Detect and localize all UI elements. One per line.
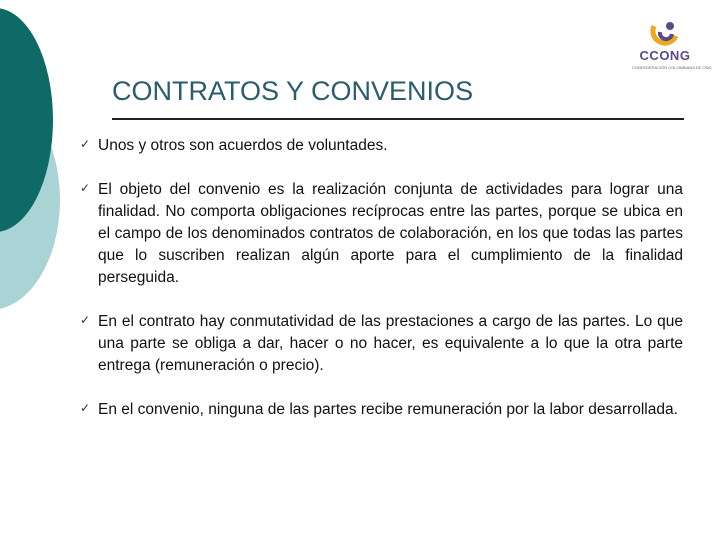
- ccong-logo: [632, 18, 712, 78]
- bullet-text: En el contrato hay conmutatividad de las prestaciones a cargo de las partes. Lo que una parte se obliga a dar, hacer o no hacer, es equivalente a lo que la otra parte entrega (remuneración o precio).: [98, 313, 683, 374]
- check-mark-icon: ✓: [80, 313, 91, 327]
- check-mark-icon: ✓: [80, 137, 91, 151]
- bullet-text: En el convenio, ninguna de las partes recibe remuneración por la labor desarrollada.: [98, 401, 678, 418]
- bullet-item: [78, 311, 683, 377]
- bullet-item: [78, 399, 683, 421]
- check-mark-icon: ✓: [80, 181, 91, 195]
- logo-mark-icon: [632, 18, 698, 50]
- bullet-item: [78, 135, 683, 157]
- bullet-text: Unos y otros son acuerdos de voluntades.: [98, 137, 388, 154]
- bullet-text: El objeto del convenio es la realización conjunta de actividades para lograr una finalidad. No comporta obligaciones recíprocas entre las partes, porque se ubica en el campo de los denominados contratos de colaboración, en los que todas las partes que lo suscriben realizan algún aporte para el cumplimiento de la finalidad perseguida.: [98, 181, 683, 286]
- check-mark-icon: ✓: [80, 401, 91, 415]
- bullet-item: [78, 179, 683, 289]
- page-title: CONTRATOS Y CONVENIOS: [112, 76, 474, 106]
- logo-subtext: CONFEDERACIÓN COLOMBIANA DE ONG: [632, 65, 712, 70]
- title-divider: [112, 118, 684, 120]
- bullet-list: [78, 135, 683, 443]
- logo-text: CCONG: [639, 48, 691, 63]
